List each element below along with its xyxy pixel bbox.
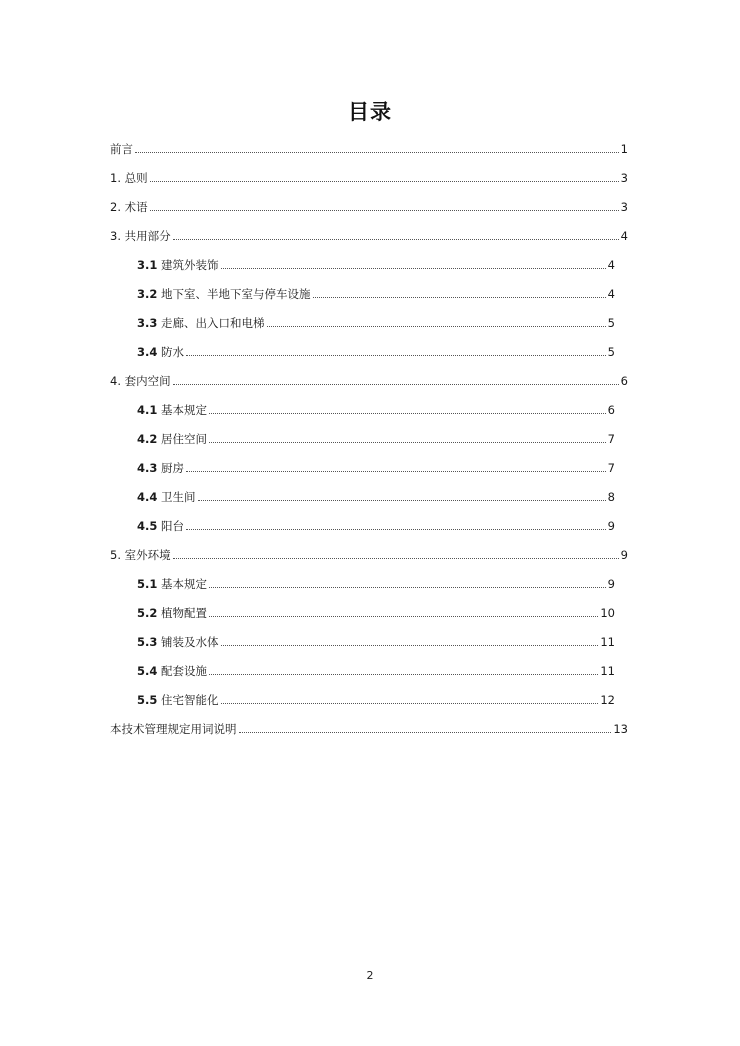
toc-entry-label (137, 258, 219, 272)
toc-section-number: 4.1 (137, 402, 158, 417)
dot-leader (221, 268, 606, 269)
toc-entry-section[interactable] (0, 424, 615, 453)
toc-entry-label (137, 693, 219, 707)
dot-leader (221, 645, 599, 646)
toc-entry-text: 防水 (161, 344, 185, 359)
toc-section-number: 5.2 (137, 605, 158, 620)
toc-page-number: 6 (620, 373, 628, 388)
toc-page-number: 4 (607, 286, 615, 301)
toc-entry-text: 基本规定 (161, 576, 208, 591)
toc-page-number: 10 (600, 605, 615, 620)
dot-leader (221, 703, 599, 704)
toc-entry-text: 铺装及水体 (161, 634, 219, 649)
toc-entry-chapter[interactable] (0, 192, 628, 221)
toc-entry-text: 建筑外装饰 (161, 257, 219, 272)
dot-leader (198, 500, 606, 501)
toc-entry-label (110, 200, 148, 214)
toc-page-number: 11 (600, 634, 615, 649)
toc-entry-section[interactable] (0, 511, 615, 540)
toc-page-number: 8 (607, 489, 615, 504)
toc-entry-text: 4. 套内空间 (110, 373, 171, 388)
toc-entry-label (137, 345, 184, 359)
dot-leader (209, 442, 606, 443)
toc-page-number: 9 (607, 576, 615, 591)
dot-leader (209, 674, 598, 675)
toc-section-number: 4.2 (137, 431, 158, 446)
toc-page-number: 11 (600, 663, 615, 678)
toc-entry-label (137, 432, 207, 446)
toc-entry-text: 厨房 (161, 460, 185, 475)
toc-entry-label (137, 287, 311, 301)
toc-entry-text: 植物配置 (161, 605, 208, 620)
toc-entry-text: 2. 术语 (110, 199, 148, 214)
toc-entry-label (110, 171, 148, 185)
toc-entry-text: 前言 (110, 141, 133, 156)
toc-entry-label (110, 142, 133, 156)
dot-leader (209, 587, 606, 588)
toc-entry-section[interactable] (0, 250, 615, 279)
toc-entry-label (137, 490, 196, 504)
toc-page-number: 9 (620, 547, 628, 562)
dot-leader (209, 616, 598, 617)
toc-page-number: 7 (607, 431, 615, 446)
toc-section-number: 3.4 (137, 344, 158, 359)
toc-page-number: 4 (607, 257, 615, 272)
toc-entry-section[interactable] (0, 453, 615, 482)
toc-entry-section[interactable] (0, 337, 615, 366)
toc-entry-text: 阳台 (161, 518, 185, 533)
toc-page-number: 5 (607, 344, 615, 359)
toc-section-number: 5.3 (137, 634, 158, 649)
dot-leader (173, 239, 619, 240)
toc-entry-section[interactable] (0, 482, 615, 511)
dot-leader (239, 732, 612, 733)
toc-page-number: 12 (600, 692, 615, 707)
toc-entry-section[interactable] (0, 569, 615, 598)
toc-entry-section[interactable] (0, 627, 615, 656)
toc-section-number: 3.1 (137, 257, 158, 272)
toc-page-number: 3 (620, 170, 628, 185)
toc-section-number: 5.1 (137, 576, 158, 591)
dot-leader (150, 210, 619, 211)
toc-entry-section[interactable] (0, 598, 615, 627)
toc-page-number: 13 (613, 721, 628, 736)
toc-section-number: 5.5 (137, 692, 158, 707)
toc-entry-section[interactable] (0, 685, 615, 714)
page-number: 2 (366, 969, 374, 982)
dot-leader (267, 326, 606, 327)
toc-entry-label (110, 229, 171, 243)
toc-entry-label (137, 316, 265, 330)
toc-entry-text: 1. 总则 (110, 170, 148, 185)
toc-page-number: 6 (607, 402, 615, 417)
toc-page-number: 1 (620, 141, 628, 156)
toc-entry-label (110, 548, 171, 562)
toc-entry-label (137, 635, 219, 649)
toc-entry-text: 走廊、出入口和电梯 (161, 315, 265, 330)
toc-entry-chapter[interactable] (0, 134, 628, 163)
toc-entry-text: 3. 共用部分 (110, 228, 171, 243)
toc-entry-label (137, 606, 207, 620)
toc-section-number: 4.4 (137, 489, 158, 504)
toc-entry-label (137, 664, 207, 678)
toc-entry-text: 基本规定 (161, 402, 208, 417)
toc-entry-text: 居住空间 (161, 431, 208, 446)
toc-page-number: 7 (607, 460, 615, 475)
toc-entry-chapter[interactable] (0, 540, 628, 569)
toc-entry-text: 5. 室外环境 (110, 547, 171, 562)
toc-entry-label (137, 403, 207, 417)
toc-entry-text: 地下室、半地下室与停车设施 (161, 286, 311, 301)
dot-leader (186, 355, 606, 356)
toc-section-number: 4.5 (137, 518, 158, 533)
toc-section-number: 4.3 (137, 460, 158, 475)
toc-entry-text: 本技术管理规定用词说明 (110, 721, 237, 736)
toc-entry-label (110, 722, 237, 736)
toc-entry-section[interactable] (0, 395, 615, 424)
dot-leader (313, 297, 606, 298)
dot-leader (150, 181, 619, 182)
toc-entry-chapter[interactable] (0, 366, 628, 395)
toc-entry-label (137, 577, 207, 591)
dot-leader (209, 413, 606, 414)
toc-page-number: 3 (620, 199, 628, 214)
dot-leader (173, 558, 619, 559)
toc-entry-text: 卫生间 (161, 489, 196, 504)
dot-leader (186, 529, 606, 530)
toc-section-number: 3.2 (137, 286, 158, 301)
toc-page-number: 9 (607, 518, 615, 533)
toc-entry-chapter[interactable] (0, 714, 628, 743)
toc-entry-chapter[interactable] (0, 163, 628, 192)
toc-entry-text: 住宅智能化 (161, 692, 219, 707)
toc-section-number: 5.4 (137, 663, 158, 678)
page-title: 目录 (348, 100, 392, 124)
toc-entry-section[interactable] (0, 308, 615, 337)
toc-entry-section[interactable] (0, 279, 615, 308)
dot-leader (135, 152, 619, 153)
toc-page-number: 5 (607, 315, 615, 330)
toc-entry-label (110, 374, 171, 388)
toc-section-number: 3.3 (137, 315, 158, 330)
toc-entry-label (137, 519, 184, 533)
toc-entry-label (137, 461, 184, 475)
toc-page-number: 4 (620, 228, 628, 243)
dot-leader (173, 384, 619, 385)
toc-entry-section[interactable] (0, 656, 615, 685)
toc-entry-text: 配套设施 (161, 663, 208, 678)
dot-leader (186, 471, 606, 472)
toc-entry-chapter[interactable] (0, 221, 628, 250)
table-of-contents (0, 134, 740, 743)
